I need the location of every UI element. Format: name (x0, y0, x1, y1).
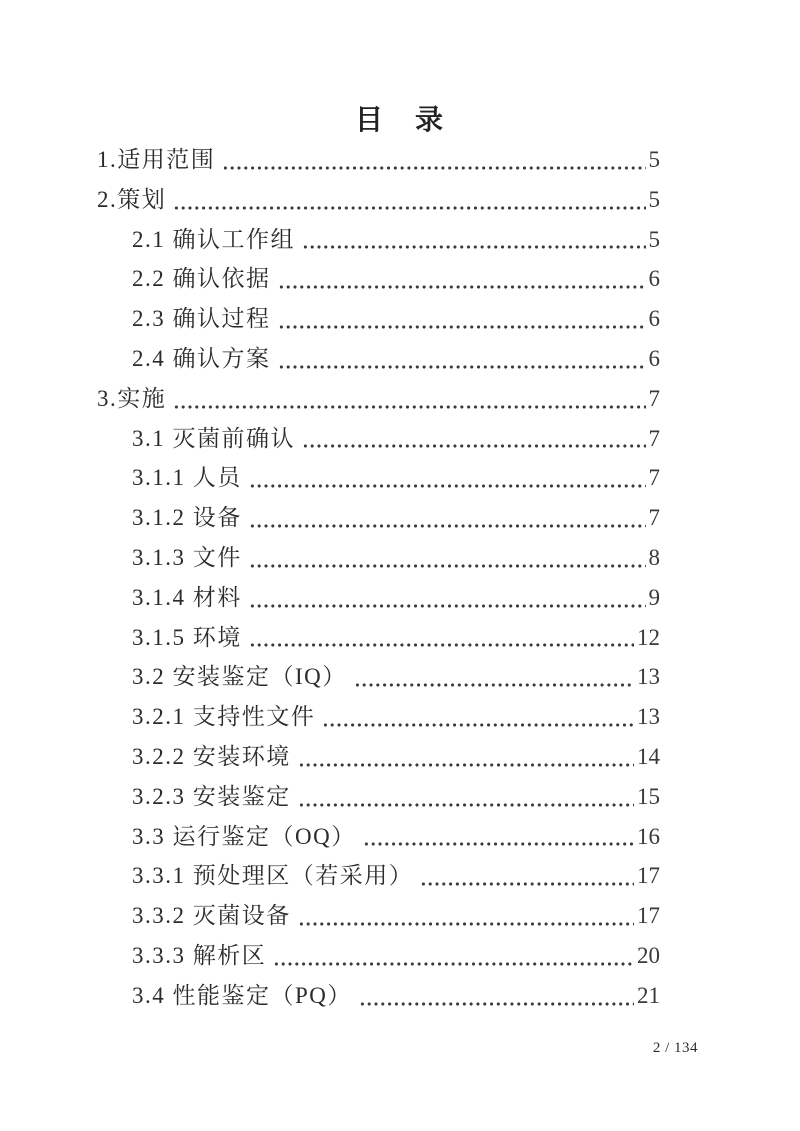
dot-leader (173, 201, 645, 211)
dot-leader (222, 161, 645, 171)
toc-entry-label: 3.1.2 设备 (132, 505, 242, 531)
dot-leader (278, 280, 646, 290)
toc-entry-page: 7 (648, 505, 660, 531)
dot-leader (298, 917, 634, 927)
toc-entry-label: 3.2.2 安装环境 (132, 743, 291, 769)
dot-leader (302, 240, 646, 250)
toc-entry (97, 578, 660, 618)
toc-entry-label: 3.3 运行鉴定（OQ） (132, 823, 356, 849)
toc-list (97, 140, 660, 1016)
toc-entry (97, 697, 660, 737)
dot-leader (249, 519, 646, 529)
toc-entry (97, 180, 660, 220)
toc-entry (97, 419, 660, 459)
toc-entry-page: 7 (648, 465, 660, 491)
toc-entry-page: 7 (648, 385, 660, 411)
toc-entry-page: 5 (648, 147, 660, 172)
toc-entry-page: 6 (648, 306, 660, 332)
toc-entry-label: 3.2.1 支持性文件 (132, 704, 316, 730)
toc-entry (97, 458, 660, 498)
toc-entry-page: 17 (637, 903, 660, 929)
toc-entry-label: 3.1.4 材料 (132, 584, 242, 610)
toc-entry-label: 2.策划 (97, 186, 167, 212)
dot-leader (249, 479, 646, 489)
toc-entry-label: 3.3.2 灭菌设备 (132, 903, 291, 929)
dot-leader (298, 798, 634, 808)
toc-entry-label: 3.2 安装鉴定（IQ） (132, 664, 347, 690)
dot-leader (278, 320, 646, 330)
toc-entry (97, 538, 660, 578)
toc-entry (97, 737, 660, 777)
toc-entry-label: 3.3.1 预处理区（若采用） (132, 863, 414, 889)
page-number: 2 / 134 (652, 1040, 698, 1056)
toc-title: 目 录 (354, 105, 445, 136)
toc-entry-label: 2.3 确认过程 (132, 306, 271, 332)
toc-entry-page: 15 (637, 783, 660, 809)
toc-entry-page: 13 (637, 704, 660, 730)
toc-entry (97, 140, 660, 180)
dot-leader (249, 599, 646, 609)
toc-entry-label: 2.2 确认依据 (132, 266, 271, 292)
toc-entry-label: 3.实施 (97, 385, 167, 411)
toc-entry (97, 299, 660, 339)
toc-entry-page: 6 (648, 345, 660, 371)
toc-entry-label: 3.2.3 安装鉴定 (132, 783, 291, 809)
toc-entry-page: 7 (648, 425, 660, 451)
toc-entry-label: 2.4 确认方案 (132, 345, 271, 371)
dot-leader (173, 400, 645, 410)
toc-entry (97, 618, 660, 658)
toc-entry (97, 817, 660, 857)
toc-entry-label: 3.1.5 环境 (132, 624, 242, 650)
toc-entry-label: 3.1.1 人员 (132, 465, 242, 491)
dot-leader (249, 638, 634, 648)
toc-entry-page: 9 (648, 584, 660, 610)
toc-entry-label: 1.适用范围 (97, 147, 216, 172)
toc-entry-label: 3.1 灭菌前确认 (132, 425, 295, 451)
dot-leader (354, 678, 634, 688)
toc-entry (97, 936, 660, 976)
dot-leader (298, 758, 634, 768)
toc-entry (97, 856, 660, 896)
toc-entry-label: 3.4 性能鉴定（PQ） (132, 982, 352, 1008)
toc-entry-page: 20 (637, 942, 660, 968)
toc-entry-label: 3.1.3 文件 (132, 544, 242, 570)
dot-leader (273, 957, 634, 967)
toc-entry (97, 777, 660, 817)
toc-entry (97, 259, 660, 299)
toc-entry-page: 12 (637, 624, 660, 650)
dot-leader (359, 997, 634, 1007)
toc-entry-page: 6 (648, 266, 660, 292)
toc-entry-page: 5 (648, 186, 660, 212)
toc-entry-page: 5 (648, 226, 660, 252)
toc-entry-page: 8 (648, 544, 660, 570)
toc-entry-page: 21 (637, 982, 660, 1008)
toc-entry (97, 657, 660, 697)
toc-entry (97, 498, 660, 538)
toc-entry (97, 896, 660, 936)
dot-leader (322, 718, 634, 728)
toc-entry (97, 976, 660, 1016)
toc-entry (97, 220, 660, 260)
dot-leader (363, 837, 634, 847)
toc-entry-label: 3.3.3 解析区 (132, 942, 267, 968)
dot-leader (278, 360, 646, 370)
toc-entry-page: 14 (637, 743, 660, 769)
dot-leader (249, 559, 646, 569)
toc-entry (97, 339, 660, 379)
toc-entry-page: 17 (637, 863, 660, 889)
toc-entry-page: 13 (637, 664, 660, 690)
dot-leader (420, 877, 634, 887)
toc-entry (97, 379, 660, 419)
dot-leader (302, 439, 646, 449)
toc-entry-label: 2.1 确认工作组 (132, 226, 295, 252)
toc-entry-page: 16 (637, 823, 660, 849)
